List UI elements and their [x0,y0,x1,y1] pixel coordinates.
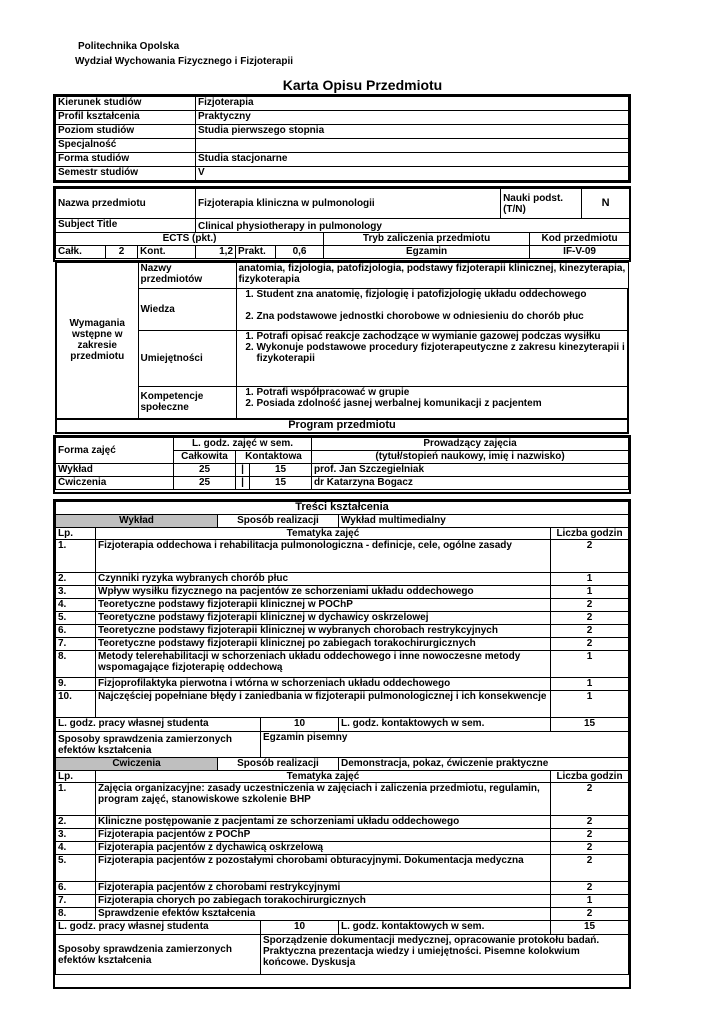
row-topic: Metody telerehabilitacji w schorzeniach układu oddechowego i inne nowoczesne metody wspomagające fizjoterapię oddechową [96,651,551,678]
total-hours: 25 [174,464,236,477]
row-number: 3. [56,586,96,599]
row-hours: 1 [551,678,629,691]
list-item: 1. Potrafi opisać reakcje zachodzące w wymianie gazowej podczas wysiłku [257,331,626,342]
competences-label: Kompetencje społeczne [138,387,236,419]
row-number: 8. [56,908,96,921]
basic-sciences-value: N [582,189,630,219]
verify-value: Egzamin pisemny [261,732,629,758]
table-row [56,882,629,895]
row-topic: Fizjoterapia pacjentów z POChP [96,829,551,842]
row-number: 2. [56,816,96,829]
lead-sublabel: (tytuł/stopień naukowy, imię i nazwisko) [312,451,629,464]
ects-practical-label: Prakt. [236,246,276,259]
info-value: Studia pierwszego stopnia [196,125,629,139]
table-row [56,599,629,612]
row-hours: 2 [551,638,629,651]
table-row [56,895,629,908]
row-number: 9. [56,678,96,691]
mode-label: Tryb zaliczenia przedmiotu [324,233,530,246]
verify-label: Sposoby sprawdzenia zamierzonych efektów kształcenia [56,935,261,975]
content-title: Treści kształcenia [56,502,629,515]
ects-practical: 0,6 [276,246,324,259]
topics-header: Tematyka zajęć [96,528,551,540]
prereq-subjects-label: Nazwy przedmiotów [138,263,236,289]
prereq-label: Wymagania wstępne w zakresie przedmiotu [56,263,138,419]
subject-name-label: Nazwa przedmiotu [56,189,196,219]
row-topic: Zajęcia organizacyjne: zasady uczestniczenia w zajęciach i zaliczenia przedmiotu, regulamin, program zajęć, stanowiskowe szkolenie BHP [96,783,551,816]
row-hours: 2 [551,599,629,612]
prereq-table [55,262,629,434]
faculty-name: Wydział Wychowania Fizycznego i Fizjoterapii [75,56,294,67]
ects-contact: 1,2 [196,246,236,259]
separator: | [236,464,250,477]
subject-code: IF-V-09 [530,246,630,259]
own-work-label: L. godz. pracy własnej studenta [56,718,261,732]
row-hours: 2 [551,540,629,573]
row-topic: Czynniki ryzyka wybranych chorób płuc [96,573,551,586]
hours-label: L. godz. zajęć w sem. [174,438,312,451]
row-hours: 1 [551,573,629,586]
ects-label: ECTS (pkt.) [56,233,324,246]
university-name: Politechnika Opolska [78,41,180,52]
row-hours: 2 [551,816,629,829]
skills-list [239,331,626,364]
contact-label: L. godz. kontaktowych w sem. [339,921,551,935]
contact-hours: 15 [551,718,629,732]
contact-hours: 15 [250,477,312,490]
assessment-mode: Egzamin [324,246,530,259]
lecture-label: Wykład [56,515,218,528]
ects-total: 2 [106,246,138,259]
row-number: 3. [56,829,96,842]
list-item: 2. Posiada zdolność jasnej werbalnej komunikacji z pacjentem [257,398,626,409]
competences-list [239,387,626,409]
ects-contact-label: Kont. [138,246,196,259]
row-hours: 1 [551,586,629,599]
hours-header: Liczba godzin [551,528,629,540]
method-label: Sposób realizacji [218,515,339,528]
row-number: 6. [56,625,96,638]
info-label: Profil kształcenia [56,111,196,125]
table-row [56,691,629,718]
row-hours: 2 [551,612,629,625]
info-value: Praktyczny [196,111,629,125]
row-number: 2. [56,573,96,586]
row-topic: Teoretyczne podstawy fizjoterapii klinicznej w wybranych chorobach restrykcyjnych [96,625,551,638]
separator: | [236,477,250,490]
table-row [56,573,629,586]
row-hours: 2 [551,882,629,895]
row-number: 5. [56,612,96,625]
row-topic: Fizjoterapia pacjentów z dychawicą oskrzelową [96,842,551,855]
row-hours: 1 [551,895,629,908]
table-row [56,625,629,638]
hours-header: Liczba godzin [551,771,629,783]
own-work-hours: 10 [261,718,339,732]
content-table [55,501,629,975]
exercises-label: Ćwiczenia [56,758,218,771]
knowledge-label: Wiedza [138,289,236,331]
info-value: V [196,167,629,181]
row-topic: Sprawdzenie efektów kształcenia [96,908,551,921]
row-number: 6. [56,882,96,895]
row-topic: Kliniczne postępowanie z pacjentami ze schorzeniami układu oddechowego [96,816,551,829]
table-row [56,612,629,625]
info-label: Poziom studiów [56,125,196,139]
table-row [56,678,629,691]
row-hours: 2 [551,783,629,816]
table-row [56,908,629,921]
code-label: Kod przedmiotu [530,233,630,246]
total-hours: 25 [174,477,236,490]
list-item: 1. Potrafi współpracować w grupie [257,387,626,398]
row-hours: 2 [551,829,629,842]
page-title: Karta Opisu Przedmiotu [282,77,443,93]
row-number: 7. [56,895,96,908]
form-name: Wykład [56,464,174,477]
info-label: Semestr studiów [56,167,196,181]
contact-label: L. godz. kontaktowych w sem. [339,718,551,732]
ects-total-label: Całk. [56,246,106,259]
row-number: 4. [56,599,96,612]
contact-hours: 15 [551,921,629,935]
row-number: 1. [56,540,96,573]
list-item: 1. Student zna anatomię, fizjologię i patofizjologię układu oddechowego [257,289,626,300]
row-topic: Fizjoterapia pacjentów z pozostałymi chorobami obturacyjnymi. Dokumentacja medyczna [96,855,551,882]
info-table [55,96,629,181]
skills-label: Umiejętności [138,331,236,387]
form-name: Ćwiczenia [56,477,174,490]
lecturer-name: prof. Jan Szczegielniak [312,464,629,477]
info-value: Studia stacjonarne [196,153,629,167]
lp-header: Lp. [56,771,96,783]
table-row [56,816,629,829]
own-work-label: L. godz. pracy własnej studenta [56,921,261,935]
row-number: 10. [56,691,96,718]
row-hours: 2 [551,625,629,638]
table-row [56,855,629,882]
row-hours: 2 [551,855,629,882]
row-number: 1. [56,783,96,816]
row-topic: Fizjoterapia oddechowa i rehabilitacja pulmonologiczna - definicje, cele, ogólne zasady [96,540,551,573]
verify-value: Sporządzenie dokumentacji medycznej, opracowanie protokołu badań. Praktyczna prezentacja wiedzy i umiejętności. Pisemne kolokwium końcowe. Dyskusja [261,935,629,975]
row-topic: Fizjoterapia pacjentów z chorobami restrykcyjnymi [96,882,551,895]
row-topic: Teoretyczne podstawy fizjoterapii klinicznej w dychawicy oskrzelowej [96,612,551,625]
list-item: 2. Zna podstawowe jednostki chorobowe w odniesieniu do chorób płuc [257,311,626,322]
table-row [56,586,629,599]
row-topic: Fizjoprofilaktyka pierwotna i wtórna w schorzeniach układu oddechowego [96,678,551,691]
table-row [56,842,629,855]
row-number: 5. [56,855,96,882]
contact-hours: 15 [250,464,312,477]
lecturer-name: dr Katarzyna Bogacz [312,477,629,490]
row-hours: 1 [551,691,629,718]
lp-header: Lp. [56,528,96,540]
prereq-subjects: anatomia, fizjologia, patofizjologia, podstawy fizjoterapii klinicznej, kinezyterapia, fizykoterapia [236,263,628,289]
list-item: 2. Wykonuje podstawowe procedury fizjoterapeutyczne z zakresu kinezyterapii i fizykoterapii [257,342,626,364]
row-hours: 2 [551,908,629,921]
table-row [56,540,629,573]
contact-hours-label: Kontaktowa [236,451,312,464]
info-label: Specjalność [56,139,196,153]
method-label: Sposób realizacji [218,758,339,771]
row-number: 7. [56,638,96,651]
basic-sciences-label: Nauki podst. (T/N) [501,189,582,219]
subject-name: Fizjoterapia kliniczna w pulmonologii [196,189,501,219]
table-row [56,783,629,816]
row-number: 8. [56,651,96,678]
lead-label: Prowadzący zajęcia [312,438,629,451]
topics-header: Tematyka zajęć [96,771,551,783]
row-topic: Fizjoterapia chorych po zabiegach torakochirurgicznych [96,895,551,908]
method-value: Demonstracja, pokaz, ćwiczenie praktyczne [339,758,629,771]
table-row [56,638,629,651]
subject-table [55,188,630,259]
table-row [56,829,629,842]
info-value: Fizjoterapia [196,97,629,111]
program-table [55,437,629,490]
subject-title: Clinical physiotherapy in pulmonology [196,219,630,233]
row-hours: 1 [551,651,629,678]
row-topic: Teoretyczne podstawy fizjoterapii klinicznej po zabiegach torakochirurgicznych [96,638,551,651]
table-row [56,651,629,678]
row-topic: Wpływ wysiłku fizycznego na pacjentów ze schorzeniami układu oddechowego [96,586,551,599]
row-number: 4. [56,842,96,855]
method-value: Wykład multimedialny [339,515,629,528]
row-topic: Najczęściej popełniane błędy i zaniedbania w fizjoterapii pulmonologicznej i ich konsekwencje [96,691,551,718]
subject-title-label: Subject Title [56,219,196,233]
row-hours: 2 [551,842,629,855]
knowledge-list [239,289,626,322]
program-title: Program przedmiotu [56,419,628,433]
form-label: Forma zajęć [56,438,174,464]
row-topic: Teoretyczne podstawy fizjoterapii klinicznej w POChP [96,599,551,612]
own-work-hours: 10 [261,921,339,935]
info-label: Forma studiów [56,153,196,167]
info-value [196,139,629,153]
total-hours-label: Całkowita [174,451,236,464]
verify-label: Sposoby sprawdzenia zamierzonych efektów kształcenia [56,732,261,758]
info-label: Kierunek studiów [56,97,196,111]
